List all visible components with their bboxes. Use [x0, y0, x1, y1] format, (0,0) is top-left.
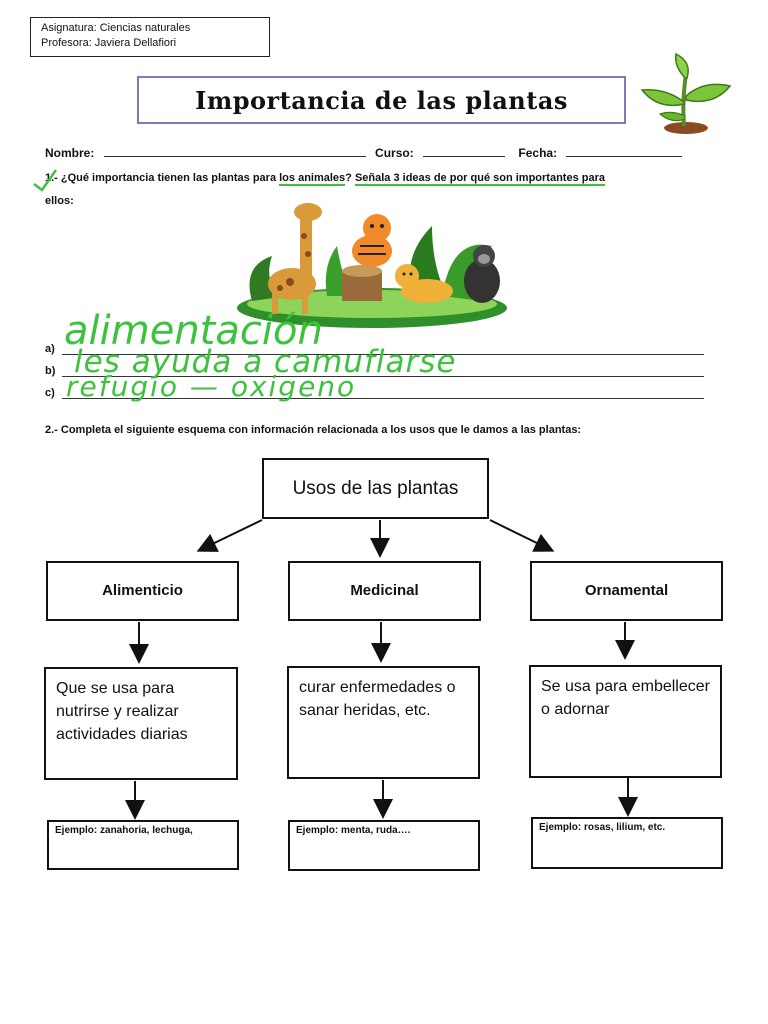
- arrow-root-to-alimenticio: [202, 520, 262, 549]
- example-alimenticio: Ejemplo: zanahoria, lechuga,: [47, 820, 239, 870]
- question-1-part-c: ?: [345, 172, 355, 184]
- answer-c-handwriting: refugio — oxigeno: [66, 370, 357, 403]
- answer-c-label: c): [45, 387, 55, 399]
- scheme-root-box: Usos de las plantas: [262, 458, 489, 519]
- course-label: Curso:: [375, 146, 414, 160]
- answer-b-label: b): [45, 365, 56, 377]
- name-label: Nombre:: [45, 146, 95, 160]
- question-1-highlight-ideas: Señala 3 ideas de por qué son importantes para: [354, 172, 605, 184]
- subject-label: Asignatura: Ciencias naturales: [41, 22, 191, 34]
- teacher-label: Profesora: Javiera Dellafiori: [41, 37, 177, 49]
- page-title: Importancia de las plantas: [137, 76, 626, 124]
- answer-b-handwriting: les ayuda a camuflarse: [74, 344, 457, 380]
- category-alimenticio: Alimenticio: [46, 561, 239, 621]
- category-ornamental: Ornamental: [530, 561, 723, 621]
- answer-a-label: a): [45, 343, 55, 355]
- date-label: Fecha:: [518, 146, 558, 160]
- description-medicinal: curar enfermedades o sanar heridas, etc.: [287, 666, 480, 779]
- description-alimenticio: Que se usa para nutrirse y realizar actividades diarias: [44, 667, 238, 780]
- arrow-root-to-ornamental: [490, 520, 549, 549]
- question-1-continuation: ellos:: [45, 195, 74, 207]
- category-medicinal: Medicinal: [288, 561, 481, 621]
- example-medicinal: Ejemplo: menta, ruda….: [288, 820, 480, 871]
- question-1-highlight-animals: los animales: [279, 172, 346, 184]
- example-ornamental: Ejemplo: rosas, lilium, etc.: [531, 817, 723, 869]
- answer-a-handwriting: alimentación: [64, 308, 323, 354]
- description-ornamental: Se usa para embellecer o adornar: [529, 665, 722, 778]
- question-2-text: 2.- Completa el siguiente esquema con información relacionada a los usos que le damos a las plantas:: [45, 424, 582, 436]
- question-1-part-a: 1.- ¿Qué importancia tienen las plantas para: [45, 172, 280, 184]
